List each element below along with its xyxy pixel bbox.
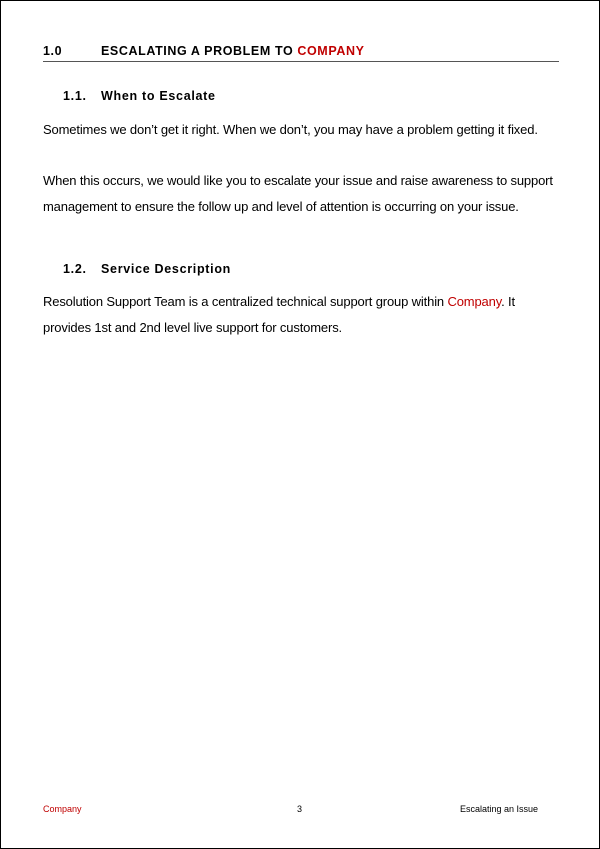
section-heading	[43, 44, 559, 62]
section-title	[101, 44, 365, 58]
footer-page-number: 3	[297, 804, 303, 814]
paragraph-text-after: . It provides 1st and 2nd level live support for customers.	[43, 294, 515, 335]
paragraph-service-description	[43, 289, 563, 340]
subsection-title: When to Escalate	[101, 89, 216, 103]
section-number: 1.0	[43, 44, 63, 58]
section-title-text: ESCALATING A PROBLEM TO	[101, 44, 298, 58]
subsection-heading-when-to-escalate	[63, 89, 216, 103]
subsection-number: 1.1.	[63, 89, 87, 103]
subsection-title: Service Description	[101, 262, 232, 276]
paragraph-get-it-right: Sometimes we don’t get it right. When we don’t, you may have a problem getting it fixed.	[43, 122, 538, 137]
subsection-number: 1.2.	[63, 262, 87, 276]
subsection-heading-service-description	[63, 262, 232, 276]
paragraph-text-before: Resolution Support Team is a centralized technical support group within	[43, 294, 448, 309]
footer-company: Company	[43, 804, 82, 814]
paragraph-escalate-issue: When this occurs, we would like you to escalate your issue and raise awareness to support management to ensure the follow up and level of attention is occurring on your issue.	[43, 173, 553, 214]
paragraph-company-name: Company	[447, 294, 502, 309]
footer-document-title: Escalating an Issue	[460, 804, 539, 814]
section-title-company: COMPANY	[297, 44, 365, 58]
